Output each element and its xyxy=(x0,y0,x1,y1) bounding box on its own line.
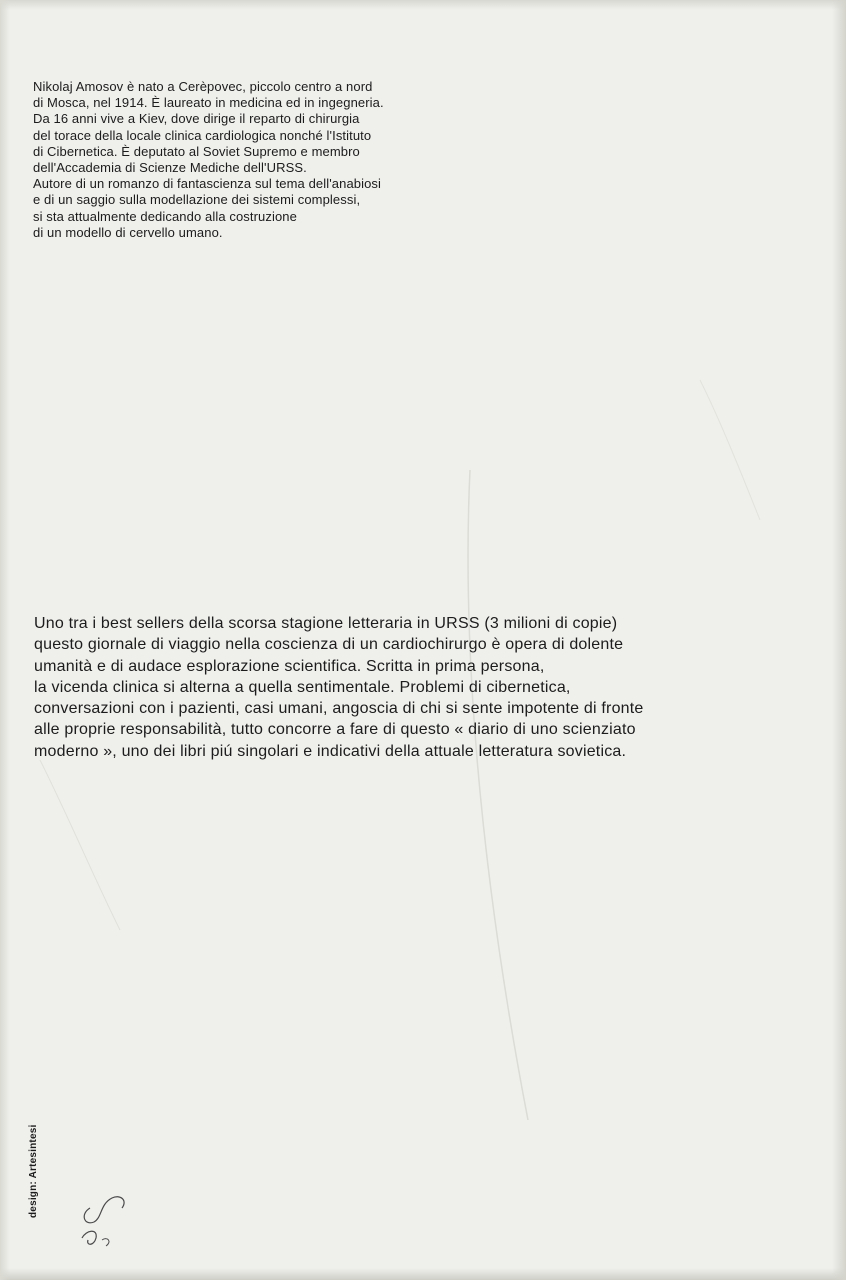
blurb-line: conversazioni con i pazienti, casi umani, angoscia di chi si sente impotente di fronte xyxy=(34,700,644,718)
bio-line: di Mosca, nel 1914. È laureato in medicina ed in ingegneria. xyxy=(33,95,384,111)
bio-line: e di un saggio sulla modellazione dei sistemi complessi, xyxy=(33,192,361,208)
book-blurb xyxy=(34,613,839,762)
blurb-line: moderno », uno dei libri piú singolari e indicativi della attuale letteratura sovietica. xyxy=(34,742,627,760)
bio-line: del torace della locale clinica cardiologica nonché l'Istituto xyxy=(33,127,372,143)
handwritten-mark-icon xyxy=(72,1180,142,1260)
bio-line: Nikolaj Amosov è nato a Cerèpovec, piccolo centro a nord xyxy=(33,79,373,94)
left-edge-shadow xyxy=(0,0,10,1280)
blurb-line: Uno tra i best sellers della scorsa stagione letteraria in URSS (3 milioni di copie) xyxy=(34,615,618,632)
blurb-line: umanità e di audace esplorazione scientifica. Scritta in prima persona, xyxy=(34,657,545,675)
author-bio xyxy=(33,79,503,241)
bio-line: si sta attualmente dedicando alla costruzione xyxy=(33,208,297,224)
bio-line: Da 16 anni vive a Kiev, dove dirige il reparto di chirurgia xyxy=(33,111,360,127)
bio-line: di Cibernetica. È deputato al Soviet Supremo e membro xyxy=(33,143,360,159)
blurb-line: alle proprie responsabilità, tutto concorre a fare di questo « diario di uno scienziato xyxy=(34,721,636,739)
top-edge-shadow xyxy=(0,0,846,10)
blurb-line: questo giornale di viaggio nella coscienza di un cardiochirurgo è opera di dolente xyxy=(34,636,624,654)
design-credit: design: Artesintesi xyxy=(28,1124,39,1218)
blurb-line: la vicenda clinica si alterna a quella sentimentale. Problemi di cibernetica, xyxy=(34,678,571,696)
bio-line: Autore di un romanzo di fantascienza sul tema dell'anabiosi xyxy=(33,176,382,192)
bio-line: di un modello di cervello umano. xyxy=(33,224,223,240)
bottom-edge-shadow xyxy=(0,1268,846,1280)
bio-line: dell'Accademia di Scienze Mediche dell'URSS. xyxy=(33,160,307,176)
